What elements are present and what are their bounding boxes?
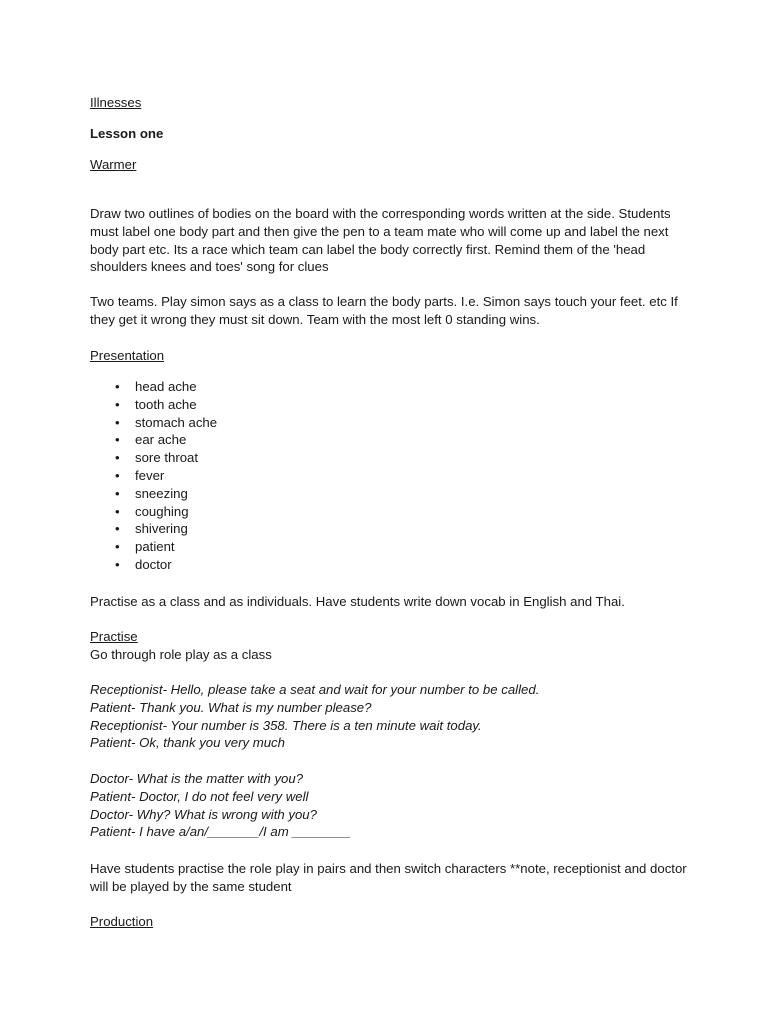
bullet-icon: • <box>115 396 120 412</box>
warmer-paragraph-1: Draw two outlines of bodies on the board with the corresponding words written at the side. Students must label one body part and then give the pen to a team mate who will come up and label the next body part etc. Its a race which team can label the body correctly first. Remind them of the 'head shoulders knees and toes' song for clues <box>90 206 671 275</box>
dialogue-line: Patient- Thank you. What is my number please? <box>90 699 372 715</box>
bullet-icon: • <box>115 503 120 519</box>
production-heading: Production <box>90 914 154 929</box>
warmer-heading: Warmer <box>90 157 137 172</box>
list-item: • fever <box>115 467 165 483</box>
list-item: • sneezing <box>115 485 188 501</box>
list-item: • shivering <box>115 521 188 537</box>
dialogue-line: Receptionist- Your number is 358. There is a ten minute wait today. <box>90 717 482 733</box>
practise-intro: Go through role play as a class <box>90 647 272 662</box>
practise-instruction: Have students practise the role play in pairs and then switch characters **note, receptionist and doctor will be played by the same student <box>90 861 687 894</box>
bullet-icon: • <box>115 450 120 466</box>
presentation-note: Practise as a class and as individuals. Have students write down vocab in English and Thai. <box>90 594 625 609</box>
bullet-icon: • <box>115 432 120 448</box>
bullet-icon: • <box>115 467 120 483</box>
bullet-icon: • <box>115 521 120 537</box>
practise-heading: Practise <box>90 629 138 644</box>
presentation-heading: Presentation <box>90 348 165 363</box>
warmer-paragraph-2: Two teams. Play simon says as a class to learn the body parts. I.e. Simon says touch your feet. etc If they get it wrong they must sit down. Team with the most left 0 standing wins. <box>90 294 678 327</box>
list-item: • ear ache <box>115 432 187 448</box>
dialogue-line: Patient- Ok, thank you very much <box>90 735 285 751</box>
dialogue-line: Doctor- What is the matter with you? <box>90 771 304 786</box>
list-item: • coughing <box>115 503 189 519</box>
dialogue-line: Doctor- Why? What is wrong with you? <box>90 806 317 822</box>
vocabulary-list <box>90 378 690 574</box>
list-item: • stomach ache <box>115 414 218 430</box>
dialogue-line: Patient- I have a/an/_______/I am ________ <box>90 824 352 840</box>
bullet-icon: • <box>115 485 120 501</box>
dialogue-reception <box>90 681 690 752</box>
dialogue-line: Receptionist- Hello, please take a seat and wait for your number to be called. <box>90 682 540 697</box>
bullet-icon: • <box>115 539 120 555</box>
list-item: • sore throat <box>115 450 199 466</box>
bullet-icon: • <box>115 414 120 430</box>
list-item: • patient <box>115 539 175 555</box>
bullet-icon: • <box>115 379 120 394</box>
dialogue-line: Patient- Doctor, I do not feel very well <box>90 788 309 804</box>
dialogue-doctor <box>90 770 690 841</box>
lesson-label: Lesson one <box>90 126 164 141</box>
bullet-icon: • <box>115 556 120 572</box>
list-item: • head ache <box>115 379 197 394</box>
list-item: • tooth ache <box>115 396 197 412</box>
list-item: • doctor <box>115 556 172 572</box>
document-title: Illnesses <box>90 95 142 110</box>
